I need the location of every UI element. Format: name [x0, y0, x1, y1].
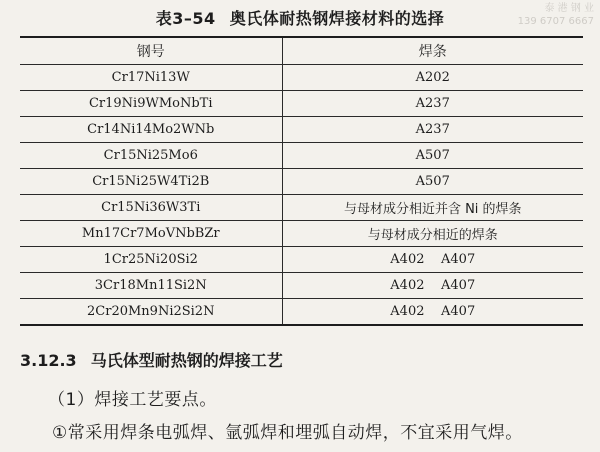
- body-text-line: （1）焊接工艺要点。: [48, 390, 217, 410]
- electrode-cell: A237: [282, 91, 583, 117]
- electrode-cell: A402 A407: [282, 247, 583, 273]
- steel-grade-cell: 1Cr25Ni20Si2: [20, 247, 282, 273]
- electrode-cell: A507: [282, 169, 583, 195]
- section-heading: [20, 348, 283, 371]
- steel-grade-cell: Cr14Ni14Mo2WNb: [20, 117, 282, 143]
- steel-grade-cell: Cr19Ni9WMoNbTi: [20, 91, 282, 117]
- electrode-cell: A402 A407: [282, 273, 583, 299]
- table-row: [20, 169, 583, 195]
- header-electrode: 焊条: [282, 37, 583, 65]
- body-text-line: ①常采用焊条电弧焊、氩弧焊和埋弧自动焊，不宜采用气焊。: [52, 423, 523, 443]
- electrode-cell: A507: [282, 143, 583, 169]
- steel-grade-cell: 3Cr18Mn11Si2N: [20, 273, 282, 299]
- electrode-cell: A202: [282, 65, 583, 91]
- material-table: [20, 36, 583, 326]
- section-title: 马氏体型耐热钢的焊接工艺: [90, 351, 283, 370]
- table-number: 表3–54: [155, 9, 216, 28]
- header-steel-grade: 钢号: [20, 37, 282, 65]
- electrode-cell: 与母材成分相近并含 Ni 的焊条: [282, 195, 583, 221]
- table-row: [20, 65, 583, 91]
- table-row: [20, 273, 583, 299]
- table-header-row: [20, 37, 583, 65]
- table-row: [20, 195, 583, 221]
- steel-grade-cell: Cr15Ni36W3Ti: [20, 195, 282, 221]
- steel-grade-cell: Mn17Cr7MoVNbBZr: [20, 221, 282, 247]
- table-title: 奥氏体耐热钢焊接材料的选择: [229, 9, 445, 28]
- table-row: [20, 247, 583, 273]
- electrode-cell: A402 A407: [282, 299, 583, 326]
- steel-grade-cell: Cr15Ni25W4Ti2B: [20, 169, 282, 195]
- section-number: 3.12.3: [20, 351, 77, 370]
- watermark-line: 139 6707 6667: [517, 16, 594, 27]
- steel-grade-cell: Cr15Ni25Mo6: [20, 143, 282, 169]
- watermark-line: 泰 港 钢 业: [544, 3, 594, 14]
- steel-grade-cell: 2Cr20Mn9Ni2Si2N: [20, 299, 282, 326]
- table-caption: [0, 6, 600, 29]
- table-row: [20, 299, 583, 326]
- steel-grade-cell: Cr17Ni13W: [20, 65, 282, 91]
- table-row: [20, 221, 583, 247]
- table-row: [20, 91, 583, 117]
- table-row: [20, 117, 583, 143]
- electrode-cell: A237: [282, 117, 583, 143]
- table-row: [20, 143, 583, 169]
- electrode-cell: 与母材成分相近的焊条: [282, 221, 583, 247]
